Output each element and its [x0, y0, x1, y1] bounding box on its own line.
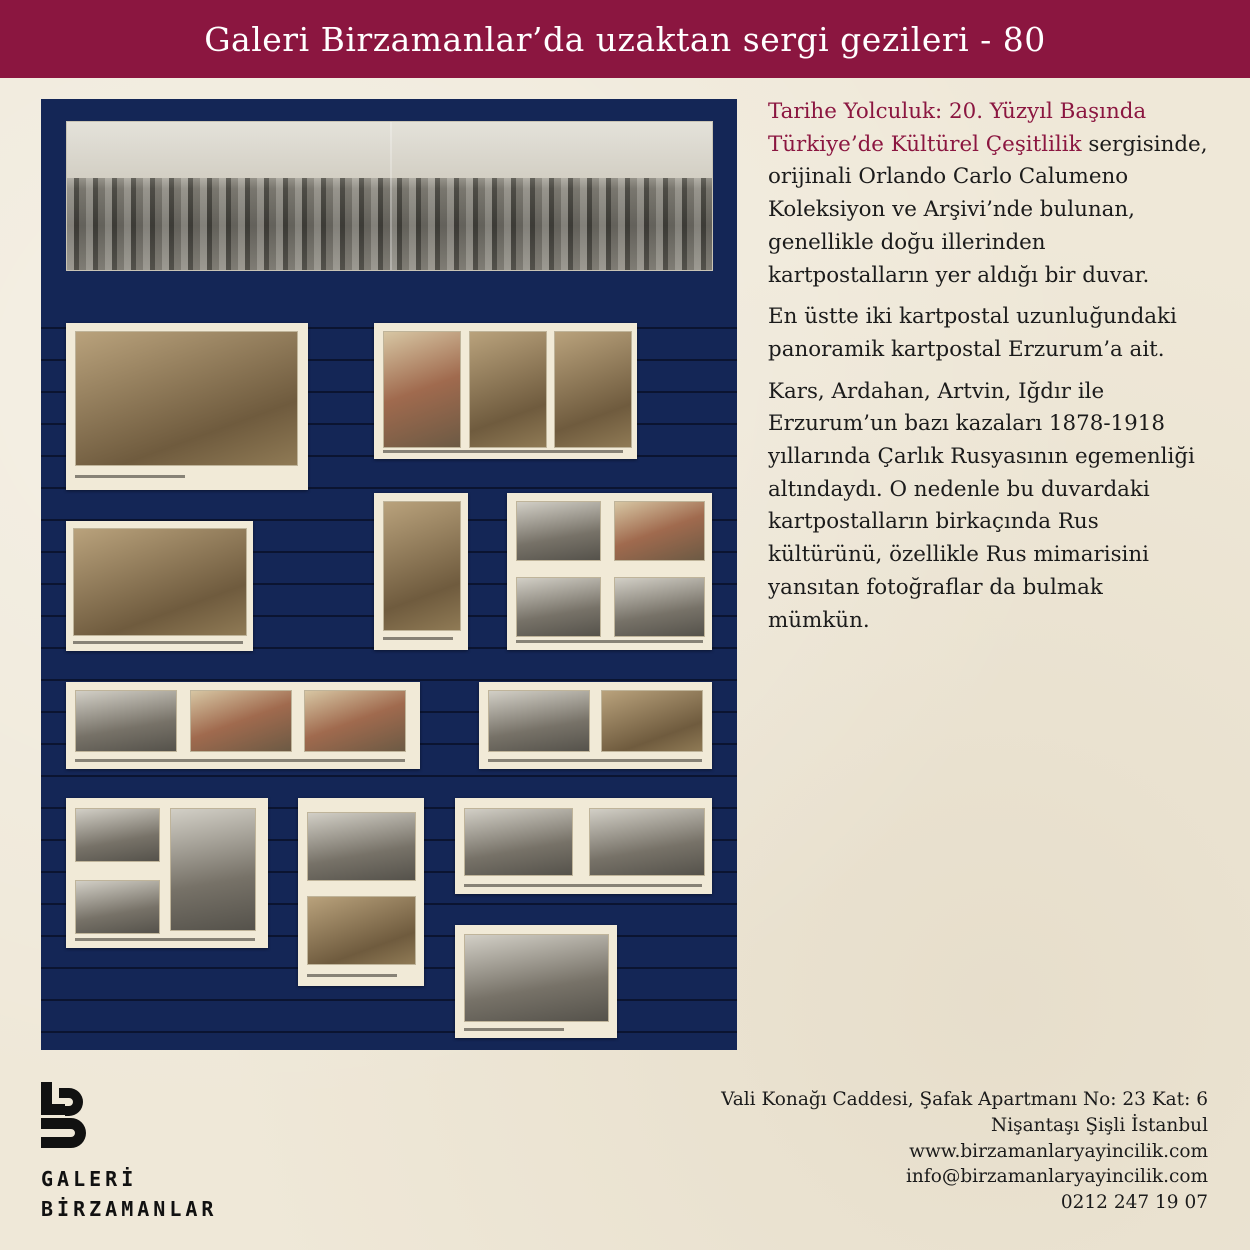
paragraph-2: En üstte iki kartpostal uzunluğundaki panoramik kartpostal Erzurum’a ait.: [768, 304, 1177, 362]
postcard-image: [469, 331, 547, 448]
contact-info: [721, 1087, 1208, 1216]
postcard-image: [307, 896, 416, 965]
postcard-image: [75, 690, 177, 752]
postcard-panel: [66, 521, 253, 651]
postcard-image: [75, 808, 160, 862]
panoramic-postcard: [67, 122, 712, 270]
postcard-image: [464, 808, 573, 876]
postcard-panel: [479, 682, 712, 769]
postcard-image: [304, 690, 406, 752]
logo-text: GALERİ BİRZAMANLAR: [41, 1167, 218, 1221]
postcard-panel: [455, 798, 712, 894]
exhibition-wall-photo: [41, 99, 737, 1050]
postcard-image: [307, 812, 416, 881]
postcard-panel: [66, 323, 308, 490]
exhibition-title: Tarihe Yolculuk: 20. Yüzyıl Başında Türkiye’de Kültürel Çeşitlilik: [768, 99, 1147, 157]
website-link[interactable]: www.birzamanlaryayincilik.com: [909, 1140, 1208, 1162]
page-title: Galeri Birzamanlar’da uzaktan sergi gezileri - 80: [204, 19, 1046, 59]
postcard-panel: [298, 798, 424, 986]
postcard-image: [488, 690, 590, 752]
postcard-image: [516, 577, 601, 637]
paragraph-1: Tarihe Yolculuk: 20. Yüzyıl Başında Türkiye’de Kültürel Çeşitlilik sergisinde, orijinali Orlando Carlo Calumeno Koleksiyon ve Arşivi’nde bulunan, genellikle doğu illerinden kartpostalların yer aldığı bir duvar.: [768, 99, 1208, 288]
postcard-panel: [66, 682, 420, 769]
postcard-panel: [507, 493, 712, 650]
postcard-image: [190, 690, 292, 752]
postcard-image: [516, 501, 601, 561]
page-header: [0, 0, 1250, 78]
postcard-panel: [455, 925, 617, 1038]
postcard-image: [73, 528, 247, 636]
address: Vali Konağı Caddesi, Şafak Apartmanı No: 23 Kat: 6: [721, 1089, 1208, 1110]
postcard-image: [589, 808, 705, 876]
postcard-image: [614, 501, 705, 561]
postcard-panel: [66, 798, 268, 948]
logo-mark-icon: [41, 1082, 89, 1148]
district: Nişantaşı Şişli İstanbul: [991, 1114, 1208, 1136]
postcard-image: [75, 331, 298, 466]
description-text: [768, 96, 1208, 646]
postcard-image: [601, 690, 703, 752]
postcard-image: [614, 577, 705, 637]
postcard-image: [554, 331, 632, 448]
postcard-image: [383, 501, 461, 631]
postcard-panel: [374, 493, 468, 650]
postcard-image: [75, 880, 160, 934]
email-link[interactable]: info@birzamanlaryayincilik.com: [906, 1166, 1208, 1188]
postcard-image: [464, 934, 609, 1022]
postcard-image: [170, 808, 256, 931]
postcard-image: [383, 331, 461, 448]
postcard-panel: [374, 323, 637, 459]
phone-number: 0212 247 19 07: [1060, 1192, 1208, 1214]
paragraph-3: Kars, Ardahan, Artvin, Iğdır ile Erzurum’un bazı kazaları 1878-1918 yıllarında Çarlık Rusyasının egemenliği altındaydı. O nedenle bu duvardaki kartpostalların birkaçında Rus kültürünü, özellikle Rus mimarisini yansıtan fotoğraflar da bulmak mümkün.: [768, 378, 1195, 633]
